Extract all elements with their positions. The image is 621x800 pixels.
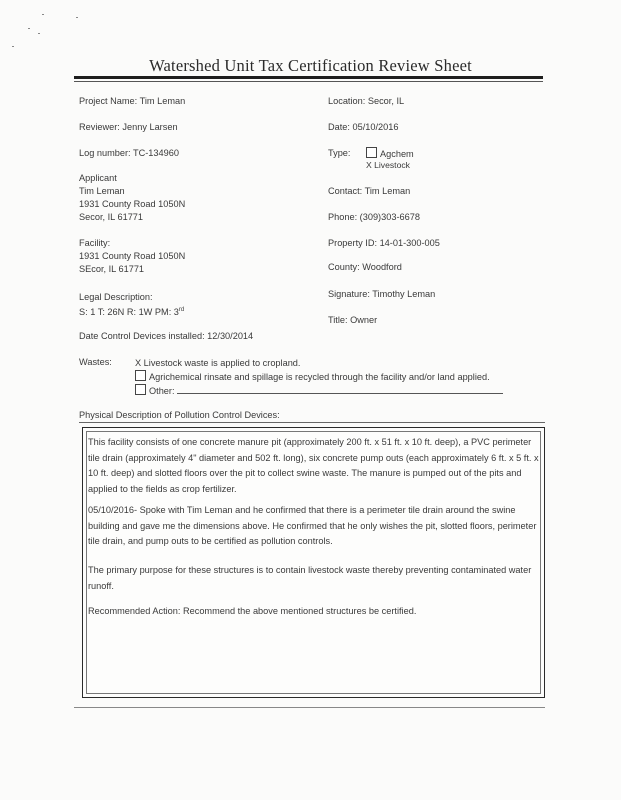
bottom-rule xyxy=(74,707,545,708)
agrichemical-text: Agrichemical rinsate and spillage is recycled through the facility and/or land applied. xyxy=(149,372,490,382)
agchem-checkbox[interactable] xyxy=(366,147,377,158)
waste-other-line xyxy=(135,384,503,398)
county-field: County: Woodford xyxy=(328,262,402,272)
phone-field: Phone: (309)303-6678 xyxy=(328,212,420,222)
agrichemical-checkbox[interactable] xyxy=(135,370,146,381)
other-blank-line xyxy=(177,385,503,394)
narrative-paragraph-3: The primary purpose for these structures is to contain livestock waste thereby preventing contaminated water runoff. xyxy=(88,565,532,591)
legal-description-block xyxy=(79,291,184,319)
physical-description-heading: Physical Description of Pollution Control Devices: xyxy=(79,410,280,420)
title-rule-thick xyxy=(74,76,543,79)
applicant-name: Tim Leman xyxy=(79,186,125,196)
narrative-paragraph-4: Recommended Action: Recommend the above mentioned structures be certified. xyxy=(88,606,417,616)
project-name-field: Project Name: Tim Leman xyxy=(79,96,186,106)
legal-description-value: S: 1 T: 26N R: 1W PM: 3rd xyxy=(79,307,185,317)
title-field: Title: Owner xyxy=(328,315,378,325)
reviewer-field: Reviewer: Jenny Larsen xyxy=(79,122,178,132)
facility-label: Facility: xyxy=(79,238,111,248)
type-livestock-option: X Livestock xyxy=(366,160,410,170)
waste-livestock-line: X Livestock waste is applied to cropland. xyxy=(135,358,301,368)
physical-heading-rule xyxy=(79,422,545,423)
applicant-block xyxy=(79,172,185,224)
narrative-paragraph-1: This facility consists of one concrete manure pit (approximately 200 ft. x 51 ft. x 10 ft. deep), a PVC perimeter tile drain (approximately 4" diameter and 502 ft. long), six concrete pump outs (each approximately 6 ft. x 5 ft. x 10 ft. deep) and slotted floors over the pit to collect swine waste. The manure is pumped out of the pits and applied to the fields as crop fertilizer. xyxy=(88,437,539,494)
legal-superscript: rd xyxy=(178,307,185,313)
applicant-address-line2: Secor, IL 61771 xyxy=(79,212,144,222)
page-title: Watershed Unit Tax Certification Review Sheet xyxy=(149,56,472,75)
facility-block xyxy=(79,237,185,276)
location-field: Location: Secor, IL xyxy=(328,96,405,106)
wastes-label: Wastes: xyxy=(79,357,112,367)
date-field: Date: 05/10/2016 xyxy=(328,122,399,132)
other-checkbox[interactable] xyxy=(135,384,146,395)
signature-field: Signature: Timothy Leman xyxy=(328,289,436,299)
date-installed-field: Date Control Devices installed: 12/30/2014 xyxy=(79,331,254,341)
legal-description-label: Legal Description: xyxy=(79,292,153,302)
other-label: Other: xyxy=(149,386,175,396)
type-label: Type: xyxy=(328,148,351,158)
facility-address-line2: SEcor, IL 61771 xyxy=(79,264,145,274)
agchem-label: Agchem xyxy=(380,149,414,159)
type-agchem-option xyxy=(366,147,414,159)
applicant-label: Applicant xyxy=(79,173,117,183)
title-rule-thin xyxy=(74,81,543,82)
applicant-address-line1: 1931 County Road 1050N xyxy=(79,199,186,209)
contact-field: Contact: Tim Leman xyxy=(328,186,411,196)
waste-agrichemical-line xyxy=(135,370,490,384)
narrative-paragraph-2: 05/10/2016- Spoke with Tim Leman and he confirmed that there is a perimeter tile drain around the swine building and gave me the dimensions above. He confirmed that he only wishes the pit, slotted floors, perimeter tile drain, and pump outs to be certified as pollution controls. xyxy=(88,505,537,546)
log-number-field: Log number: TC-134960 xyxy=(79,148,179,158)
facility-address-line1: 1931 County Road 1050N xyxy=(79,251,186,261)
property-id-field: Property ID: 14-01-300-005 xyxy=(328,238,440,248)
